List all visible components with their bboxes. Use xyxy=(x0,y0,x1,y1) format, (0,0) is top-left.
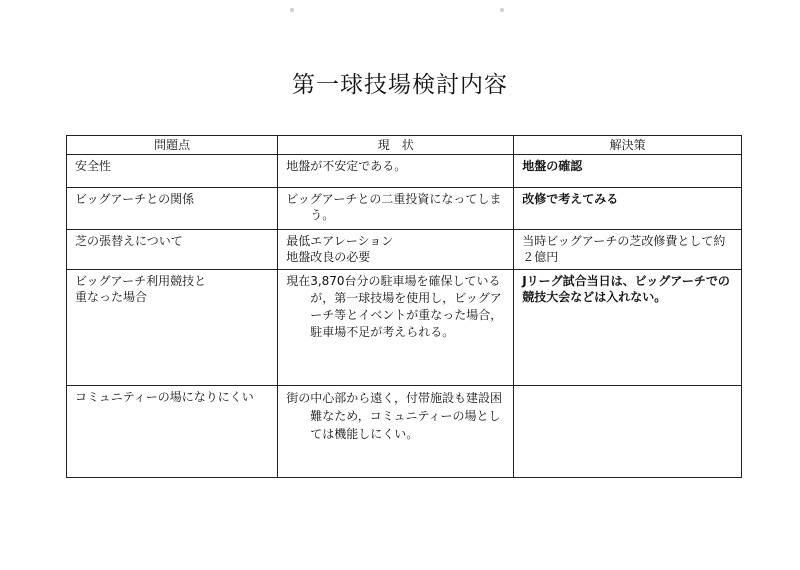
solution-cell xyxy=(514,188,742,230)
solution-text: 地盤の確認 xyxy=(522,159,583,173)
status-text: ビッグアーチとの二重投資になってしまう。 xyxy=(286,192,502,222)
issue-text: ビッグアーチとの関係 xyxy=(75,192,195,206)
issue-text: 重なった場合 xyxy=(75,290,148,304)
status-cell xyxy=(278,270,514,386)
solution-text: 改修で考えてみる xyxy=(522,192,619,206)
status-cell xyxy=(278,155,514,188)
issue-cell xyxy=(67,230,278,270)
issue-text: 芝の張替えについて xyxy=(75,234,183,248)
punch-hole-mark xyxy=(290,8,294,12)
status-cell xyxy=(278,386,514,478)
solution-text: Jリーグ試合当日は、ビッグアーチでの競技大会などは入れない。 xyxy=(522,274,730,304)
header-issue: 問題点 xyxy=(67,136,278,155)
issue-cell xyxy=(67,188,278,230)
status-text: 街の中心部から遠く，付帯施設も建設困難なため，コミュニティーの場としては機能しにくい。 xyxy=(286,391,502,441)
issue-cell xyxy=(67,386,278,478)
punch-hole-mark xyxy=(500,8,504,12)
table-row xyxy=(67,155,742,188)
status-text: 最低エアレーション xyxy=(286,234,394,248)
document-title: 第一球技場検討内容 xyxy=(292,72,508,98)
table-row xyxy=(67,230,742,270)
table-row xyxy=(67,188,742,230)
review-table xyxy=(66,135,742,478)
solution-text: 当時ビッグアーチの芝改修費として約２億円 xyxy=(522,234,726,264)
status-text: 現在3,870台分の駐車場を確保しているが，第一球技場を使用し，ビッグアーチ等とイベントが重なった場合，駐車場不足が考えられる。 xyxy=(286,274,503,339)
issue-text: 安全性 xyxy=(75,159,112,173)
solution-cell xyxy=(514,155,742,188)
header-solution: 解決策 xyxy=(514,136,742,155)
issue-cell xyxy=(67,155,278,188)
solution-cell xyxy=(514,270,742,386)
header-status: 現 状 xyxy=(278,136,514,155)
table-row xyxy=(67,270,742,386)
status-cell xyxy=(278,188,514,230)
solution-cell xyxy=(514,386,742,478)
status-text: 地盤が不安定である。 xyxy=(286,159,407,173)
status-cell xyxy=(278,230,514,270)
table-header-row xyxy=(67,136,742,155)
issue-cell xyxy=(67,270,278,386)
table-row xyxy=(67,386,742,478)
issue-text: コミュニティーの場になりにくい xyxy=(75,390,254,404)
issue-text: ビッグアーチ利用競技と xyxy=(75,274,207,288)
status-text: 地盤改良の必要 xyxy=(286,250,371,264)
solution-cell xyxy=(514,230,742,270)
